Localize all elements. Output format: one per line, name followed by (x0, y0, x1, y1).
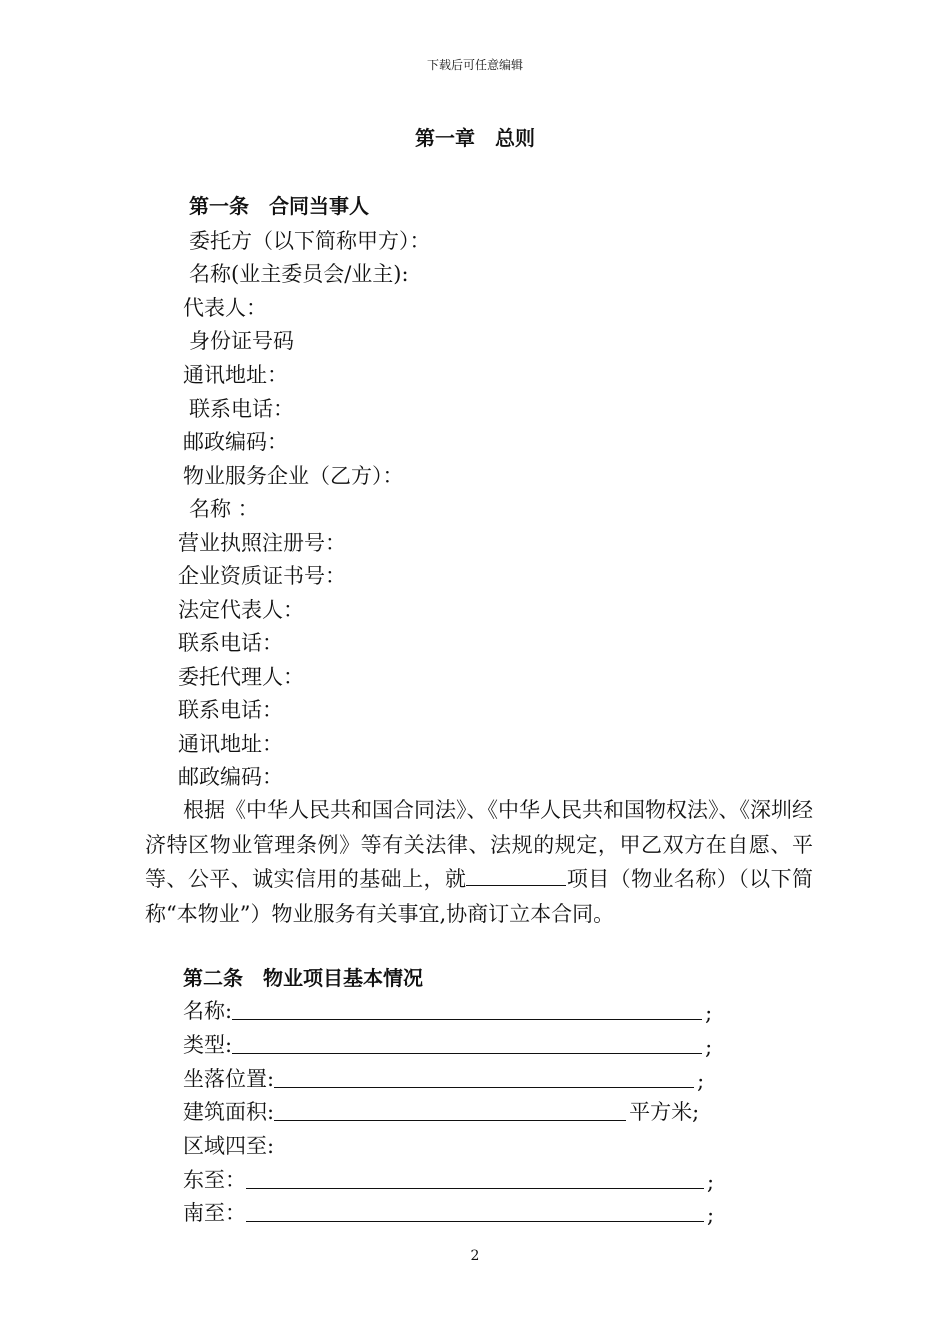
party-a-line: 委托方（以下简称甲方）： (189, 229, 431, 253)
preamble-text-before: 根据《中华人民共和国合同法》、《中华人民共和国物权法》、《深圳经济特区物业管理条例》等有关法律、法规的规定，甲乙双方在自愿、平等、公平、诚实信用的基础上，就 (145, 798, 813, 891)
field-type (183, 1029, 712, 1059)
field-south-boundary (183, 1197, 714, 1227)
field-boundaries (183, 1130, 274, 1160)
contract-preamble-paragraph (145, 793, 813, 931)
field-label: 南至： (183, 1201, 246, 1225)
article-1-heading: 第一条 合同当事人 (189, 194, 369, 218)
field-location (183, 1063, 704, 1093)
party-b-address-line: 通讯地址： (178, 732, 283, 756)
field-suffix: ; (707, 1203, 715, 1227)
party-b-line: 物业服务企业（乙方）： (183, 464, 404, 488)
field-label: 建筑面积: (183, 1100, 275, 1124)
article-2-heading: 第二条 物业项目基本情况 (183, 966, 423, 990)
party-a-name-line: 名称(业主委员会/业主): (189, 262, 409, 286)
fill-in-line (274, 1100, 626, 1121)
fill-in-line (232, 1033, 702, 1054)
field-suffix: 平方米; (629, 1100, 700, 1124)
field-floor-area (183, 1096, 699, 1126)
field-name (183, 995, 712, 1025)
party-b-agent-line: 委托代理人： (178, 665, 304, 689)
party-a-postcode-line: 邮政编码： (183, 430, 288, 454)
chapter-title: 第一章 总则 (415, 126, 535, 150)
field-label: 名称: (183, 999, 233, 1023)
party-a-id-line: 身份证号码 (189, 329, 294, 353)
header-note: 下载后可任意编辑 (426, 58, 523, 72)
field-label: 东至： (183, 1168, 246, 1192)
party-b-phone-line: 联系电话： (178, 631, 283, 655)
party-b-qualification-line: 企业资质证书号： (178, 564, 346, 588)
fill-in-line (246, 1201, 704, 1222)
field-east-boundary (183, 1164, 714, 1194)
party-b-name-line: 名称 ： (189, 497, 259, 521)
fill-in-line (246, 1168, 704, 1189)
fill-in-line (232, 999, 702, 1020)
party-a-address-line: 通讯地址： (183, 363, 288, 387)
party-a-phone-line: 联系电话： (189, 397, 294, 421)
page-number: 2 (470, 1248, 480, 1264)
fill-in-line (274, 1067, 694, 1088)
party-b-agent-phone-line: 联系电话： (178, 698, 283, 722)
field-suffix: ; (705, 1035, 713, 1059)
party-b-license-line: 营业执照注册号： (178, 531, 346, 555)
field-suffix: ; (705, 1001, 713, 1025)
field-suffix: ; (707, 1170, 715, 1194)
field-label: 坐落位置: (183, 1067, 275, 1091)
party-b-postcode-line: 邮政编码： (178, 765, 283, 789)
party-a-representative-line: 代表人： (183, 296, 267, 320)
preamble-text-after: 项目（物业名称）（以下简称“本物业”）物业服务有关事宜,协商订立本合同。 (145, 867, 814, 926)
project-name-blank (466, 863, 566, 886)
field-label: 区域四至: (183, 1134, 275, 1158)
party-b-legal-rep-line: 法定代表人： (178, 598, 304, 622)
field-label: 类型: (183, 1033, 233, 1057)
field-suffix: ; (697, 1069, 705, 1093)
